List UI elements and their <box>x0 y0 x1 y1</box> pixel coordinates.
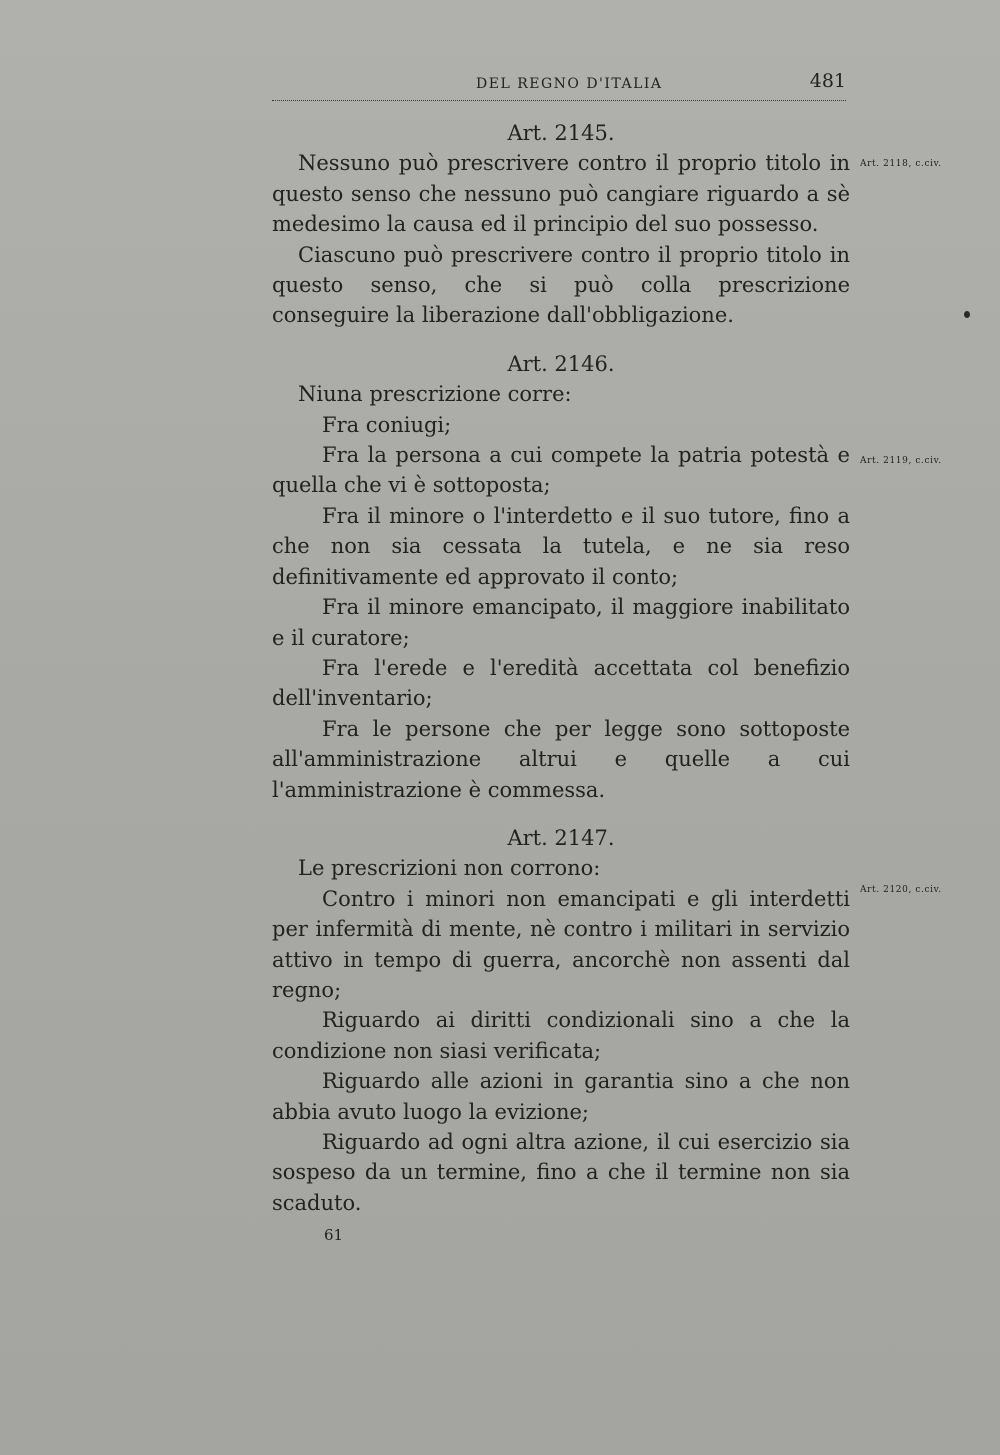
body-text <box>272 118 850 1246</box>
article-list-item: Riguardo ai diritti condizionali sino a che la condizione non siasi verificata; <box>272 1008 850 1063</box>
article-list-item: Riguardo alle azioni in garantia sino a che non abbia avuto luogo la evizione; <box>272 1069 850 1124</box>
article-list-item: Fra l'erede e l'eredità accettata col benefizio dell'inventario; <box>272 655 850 711</box>
article-2147 <box>272 823 850 1218</box>
article-heading: Art. 2147. <box>507 825 615 850</box>
article-heading: Art. 2145. <box>507 121 615 145</box>
article-list-item: Fra le persone che per legge sono sottoposte all'amministrazione altrui e quelle a cui l'amministrazione è commessa. <box>272 716 850 802</box>
article-paragraph: Le prescrizioni non corrono: <box>298 856 601 881</box>
article-list-item: Fra il minore o l'interdetto e il suo tutore, fino a che non sia cessata la tutela, e ne sia reso definitivamente ed approvato il conto; <box>272 503 850 589</box>
page-number: 481 <box>809 70 846 92</box>
article-heading: Art. 2146. <box>507 351 615 376</box>
signature-mark: 61 <box>324 1226 344 1245</box>
margin-note-2147: Art. 2120, c.civ. <box>860 885 942 895</box>
running-head <box>272 70 846 101</box>
article-paragraph: Ciascuno può prescrivere contro il proprio titolo in questo senso, che si può colla prescrizione conseguire la liberazione dall'obbligazione. <box>272 242 850 328</box>
article-list-item: Riguardo ad ogni altra azione, il cui esercizio sia sospeso da un termine, fino a che il termine non sia scaduto. <box>272 1130 850 1215</box>
article-list-item: Fra la persona a cui compete la patria potestà e quella che vi è sottoposta; <box>272 443 850 498</box>
article-2145 <box>272 118 850 331</box>
margin-note-2146: Art. 2119, c.civ. <box>860 456 942 466</box>
article-paragraph: Nessuno può prescrivere contro il proprio titolo in questo senso che nessuno può cangiare riguardo a sè medesimo la causa ed il principio del suo possesso. <box>272 151 850 237</box>
running-title: DEL REGNO D'ITALIA <box>476 76 663 92</box>
article-paragraph: Niuna prescrizione corre: <box>298 382 572 407</box>
article-list-item: Fra il minore emancipato, il maggiore inabilitato e il curatore; <box>272 595 850 650</box>
margin-note-2145: Art. 2118, c.civ. <box>860 159 942 169</box>
article-list-item: Contro i minori non emancipati e gli interdetti per infermità di mente, nè contro i militari in servizio attivo in tempo di guerra, ancorchè non assenti dal regno; <box>272 886 850 1002</box>
ink-speck <box>964 311 970 318</box>
article-2146 <box>272 349 850 805</box>
article-list-item: Fra coniugi; <box>322 412 452 437</box>
